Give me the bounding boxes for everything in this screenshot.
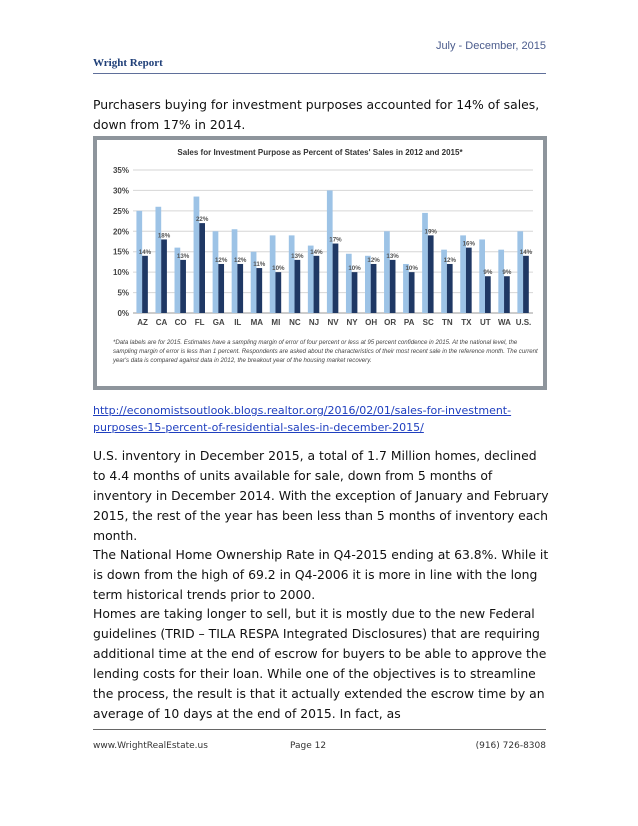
x-category-label: OH (365, 318, 378, 327)
bar-2012 (155, 207, 161, 313)
data-label: 17% (329, 236, 342, 244)
home-ownership-paragraph: The National Home Ownership Rate in Q4-2015 ending at 63.8%. While it is down from the high of 69.2 in Q4-2006 it is more in line with the long term historical trends prior to 2000. (93, 547, 549, 602)
bar-2012 (384, 231, 390, 313)
y-tick-label: 20% (112, 227, 129, 237)
inventory-paragraph: U.S. inventory in December 2015, a total of 1.7 Million homes, declined to 4.4 months of units available for sale, down from 5 months of inventory in December 2014. With the exception of January and February 2015, the rest of the year has been less than 5 months of inventory each month. (93, 448, 549, 543)
x-category-label: NV (327, 318, 339, 327)
x-category-label: UT (480, 318, 491, 327)
footer-website[interactable]: www.WrightRealEstate.us (93, 741, 208, 751)
x-category-label: FL (194, 318, 205, 327)
y-tick-label: 5% (117, 288, 129, 298)
bar-2015 (275, 272, 281, 313)
data-label: 12% (367, 256, 380, 264)
data-label: 10% (348, 265, 361, 273)
data-label: 10% (272, 265, 285, 273)
bar-2015 (371, 264, 377, 313)
y-tick-label: 0% (117, 309, 129, 318)
bar-2015 (180, 260, 186, 313)
x-category-label: GA (212, 318, 225, 327)
bar-chart (97, 140, 543, 340)
chart-title: Sales for Investment Purpose as Percent of States' Sales in 2012 and 2015* (177, 148, 463, 157)
x-category-label: TX (461, 318, 472, 327)
bar-2015 (504, 276, 510, 313)
bar-2012 (136, 211, 142, 313)
x-category-label: CO (174, 318, 187, 327)
bar-2015 (447, 264, 453, 313)
y-tick-label: 25% (112, 206, 129, 216)
data-label: 9% (502, 269, 512, 277)
data-label: 12% (234, 256, 247, 264)
bar-2015 (218, 264, 224, 313)
x-category-label: OR (384, 318, 397, 327)
bar-2012 (270, 235, 276, 313)
bar-2012 (365, 256, 371, 313)
data-label: 11% (253, 261, 266, 269)
data-label: 13% (386, 252, 399, 260)
escrow-paragraph: Homes are taking longer to sell, but it is mostly due to the new Federal guidelines (TRID – TILA RESPA Integrated Disclosures) that are requiring additional time at the end of escrow for buyers to be able to approve the lending costs for their loan. While one of the objectives is to streamline the process, the result is that it actually extended the escrow time by an average of 10 days at the end of 2015. In fact, as (93, 606, 547, 721)
data-label: 9% (483, 269, 493, 277)
footer-divider (93, 729, 546, 730)
x-category-label: NJ (308, 318, 320, 327)
data-label: 12% (443, 256, 456, 264)
x-category-label: MA (250, 318, 264, 327)
header-divider (93, 73, 546, 74)
header-report-name: Wright Report (93, 57, 163, 69)
bar-2015 (314, 256, 320, 313)
data-label: 14% (138, 248, 152, 256)
footer-phone: (916) 726-8308 (475, 741, 546, 751)
y-tick-label: 15% (112, 247, 129, 257)
x-category-label: PA (403, 318, 415, 327)
data-label: 22% (195, 216, 209, 224)
x-category-label: SC (422, 318, 434, 327)
bar-2012 (232, 229, 238, 313)
bar-2015 (256, 268, 262, 313)
bar-2015 (466, 248, 472, 313)
bar-2015 (485, 276, 491, 313)
bar-2015 (428, 235, 434, 313)
bar-2015 (199, 223, 205, 313)
data-label: 14% (310, 248, 323, 256)
x-category-label: IL (234, 318, 242, 327)
data-label: 14% (519, 248, 533, 256)
x-category-label: AZ (137, 318, 148, 327)
x-category-label: CA (155, 318, 168, 327)
bar-2012 (498, 250, 504, 313)
bar-2015 (161, 239, 167, 313)
x-category-label: TN (441, 318, 453, 327)
data-label: 16% (462, 240, 476, 248)
source-link[interactable]: http://economistsoutlook.blogs.realtor.org/2016/02/01/sales-for-investment-purposes-15-percent-of-residential-sales-in-december-2015/ (93, 404, 512, 434)
data-label: 13% (176, 252, 190, 260)
data-label: 10% (405, 265, 418, 273)
chart-frame (93, 136, 547, 390)
data-label: 12% (214, 256, 228, 264)
footer-page-number: Page 12 (290, 741, 327, 751)
bar-2015 (333, 244, 339, 313)
bar-2015 (142, 256, 148, 313)
data-label: 19% (424, 228, 437, 236)
x-category-label: NC (289, 318, 301, 327)
bar-2012 (517, 231, 523, 313)
bar-2015 (523, 256, 529, 313)
data-label: 18% (157, 232, 171, 240)
bar-2015 (409, 272, 415, 313)
bar-2012 (346, 254, 352, 313)
bar-2015 (390, 260, 396, 313)
bar-2012 (327, 190, 333, 313)
bar-2015 (237, 264, 243, 313)
x-category-label: U.S. (515, 318, 532, 327)
intro-paragraph: Purchasers buying for investment purposes accounted for 14% of sales, down from 17% in 2014. (93, 97, 540, 132)
header-date-range: July - December, 2015 (435, 40, 546, 52)
bar-2015 (352, 272, 358, 313)
bar-2012 (289, 235, 295, 313)
bar-2012 (213, 231, 219, 313)
y-tick-label: 35% (112, 166, 129, 175)
y-tick-label: 30% (112, 186, 129, 196)
y-tick-label: 10% (112, 268, 129, 278)
x-category-label: MI (271, 318, 281, 327)
x-category-label: WA (497, 318, 511, 327)
bar-2015 (295, 260, 301, 313)
chart-panel (97, 140, 543, 386)
data-label: 13% (291, 252, 304, 260)
x-category-label: NY (346, 318, 358, 327)
bar-2012 (194, 197, 200, 313)
chart-footnote: *Data labels are for 2015. Estimates have a sampling margin of error of four percent or less at 95 percent confidence in 2015. At the national level, the sampling margin of error is less than 1 percent. Respondents are asked about the characteristics of their most recent sale in the reference month. The current year's data is compared against data in 2012, the breakout year of the housing market recovery. (113, 339, 538, 364)
